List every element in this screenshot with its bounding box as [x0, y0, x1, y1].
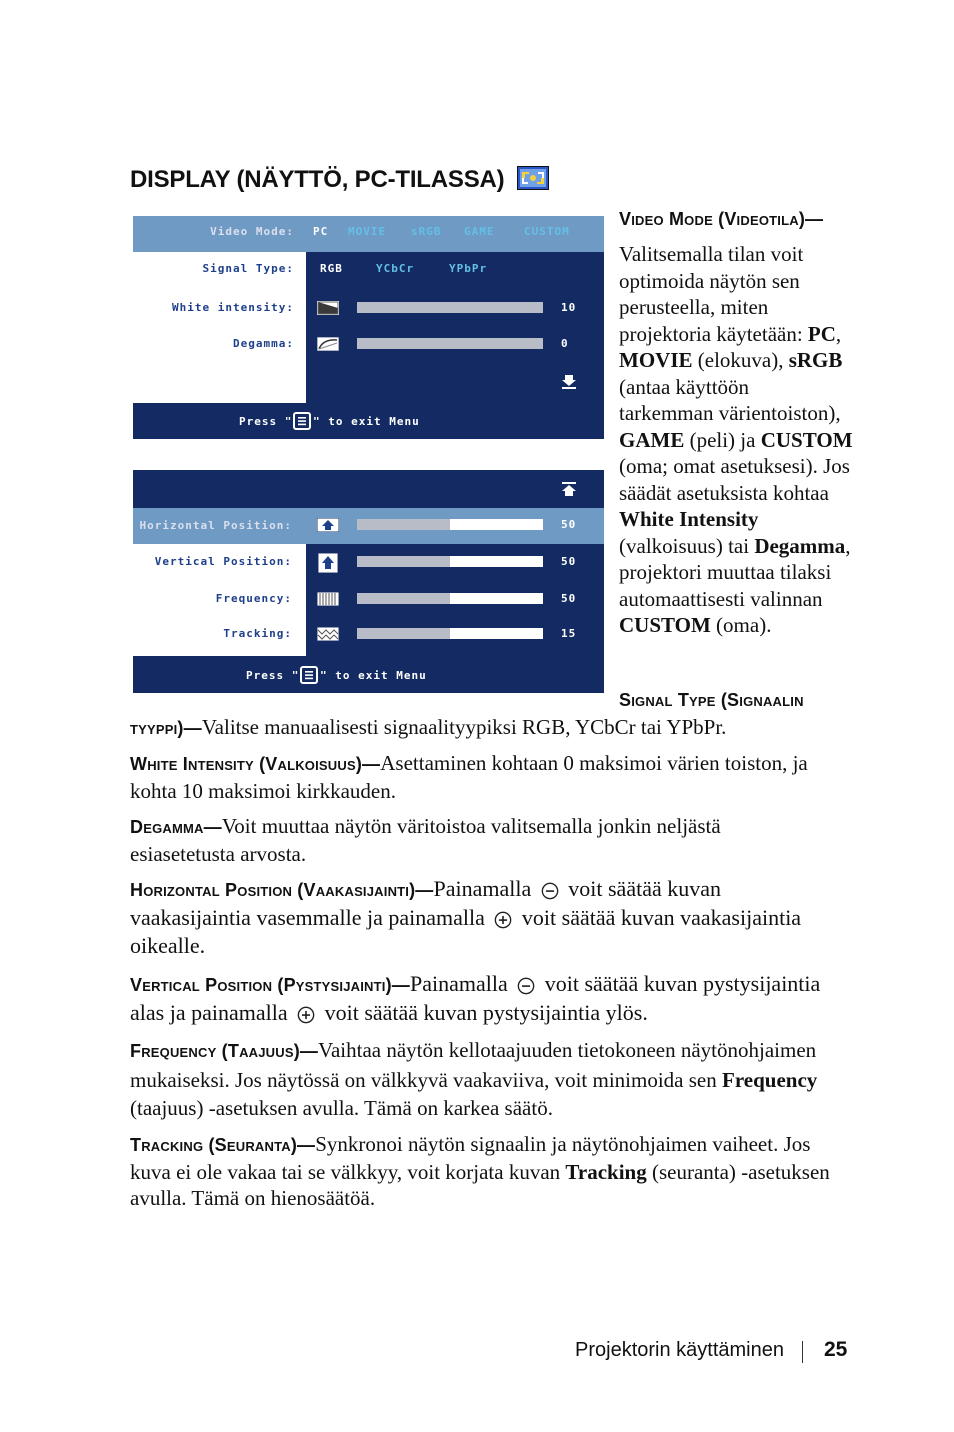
video-mode-option-custom[interactable]: CUSTOM [524, 225, 570, 238]
text-line: kuva ei ole vakaa tai se välkkyy, voit korjata kuvan Tracking (seuranta) -asetuksen [130, 1159, 830, 1184]
page-heading [130, 166, 549, 194]
display-settings-icon [517, 166, 549, 190]
horizontal-position-icon [317, 518, 339, 532]
video-mode-description [619, 241, 879, 639]
horizontal-position-slider[interactable] [357, 519, 543, 530]
plus-button-icon [297, 1006, 315, 1024]
menu-button-icon [300, 666, 318, 684]
text-line: projektori muuttaa tilaksi [619, 560, 832, 584]
osd-menu-display [133, 216, 604, 439]
tracking-label: Tracking: [223, 627, 292, 640]
white-intensity-icon [317, 301, 339, 315]
text-line: tarkemman värientoiston), [619, 401, 841, 425]
video-mode-title: Video Mode (Videotila)— [619, 209, 824, 229]
footer-press-text: Press " [239, 415, 293, 428]
text-line: Degamma—Voit muuttaa näytön väritoistoa valitsemalla jonkin neljästä [130, 814, 721, 838]
vertical-position-fill [357, 556, 450, 567]
text-line: GAME (peli) ja CUSTOM [619, 427, 853, 452]
footer-divider [802, 1341, 803, 1363]
degamma-value: 0 [561, 337, 569, 350]
text-line: perusteella, miten [619, 295, 769, 319]
vertical-position-label: Vertical Position: [154, 555, 292, 568]
signal-type-label: Signal Type: [202, 262, 294, 275]
frequency-slider[interactable] [357, 593, 543, 604]
page-number: 25 [824, 1338, 848, 1361]
video-mode-option-game[interactable]: GAME [464, 225, 495, 238]
signal-type-description: tyyppi)—Valitse manuaalisesti signaalityypiksi RGB, YCbCr tai YPbPr. [130, 715, 727, 739]
menu-footer [133, 403, 604, 439]
heading-text: DISPLAY (NÄYTTÖ, PC-TILASSA) [130, 166, 505, 193]
vertical-position-section [130, 970, 820, 1027]
frequency-icon [317, 592, 339, 606]
footer-press-text: Press " [246, 669, 300, 682]
video-mode-label: Video Mode: [210, 225, 294, 238]
text-line: (valkoisuus) tai Degamma, [619, 533, 851, 558]
video-mode-option-movie[interactable]: MOVIE [348, 225, 387, 238]
signal-type-title: Signal Type (Signaalin [619, 690, 804, 710]
tracking-section [130, 1131, 830, 1212]
osd-menu-position [133, 470, 604, 693]
video-mode-row[interactable] [133, 216, 604, 252]
horizontal-position-value: 50 [561, 518, 577, 531]
text-line: avulla. Tämä on hienosäätöä. [130, 1186, 376, 1210]
video-mode-option-srgb[interactable]: sRGB [411, 225, 442, 238]
footer-exit-text: " to exit Menu [313, 415, 420, 428]
text-line: Tracking (Seuranta)—Synkronoi näytön signaalin ja näytönohjaimen vaiheet. Jos [130, 1132, 811, 1156]
text-line: (antaa käyttöön [619, 374, 750, 399]
menu-button-icon [293, 412, 311, 430]
horizontal-position-section [130, 875, 801, 960]
vertical-position-value: 50 [561, 555, 577, 568]
text-line: mukaiseksi. Jos näytössä on välkkyvä vaakaviiva, voit minimoida sen Frequency [130, 1067, 818, 1092]
frequency-section [130, 1036, 817, 1123]
degamma-icon [317, 337, 339, 351]
text-line: (oma; omat asetuksesi). Jos [619, 454, 850, 478]
footer-exit-text: " to exit Menu [320, 669, 427, 682]
text-line: esiasetetusta arvosta. [130, 841, 307, 866]
horizontal-position-label: Horizontal Position: [139, 519, 292, 532]
text-line: optimoida näytön sen [619, 268, 800, 293]
plus-button-icon [494, 911, 512, 929]
degamma-section [130, 813, 721, 867]
vertical-position-slider[interactable] [357, 556, 543, 567]
signal-type-option-ycbcr[interactable]: YCbCr [376, 262, 415, 275]
frequency-value: 50 [561, 592, 577, 605]
degamma-fill [357, 338, 543, 349]
video-mode-option-pc[interactable]: PC [313, 225, 329, 238]
horizontal-position-fill [357, 519, 450, 530]
text-line: oikealle. [130, 933, 206, 958]
text-line: White Intensity (Valkoisuus)—Asettaminen kohtaan 0 maksimoi värien toiston, ja [130, 751, 808, 775]
degamma-slider[interactable] [357, 338, 543, 349]
tracking-icon [317, 627, 339, 641]
tracking-value: 15 [561, 627, 577, 640]
signal-type-option-rgb[interactable]: RGB [320, 262, 343, 275]
menu-footer [133, 656, 604, 693]
text-line: White Intensity [619, 507, 759, 531]
text-line: CUSTOM (oma). [619, 613, 772, 637]
vertical-position-icon [318, 553, 338, 573]
white-intensity-value: 10 [561, 301, 577, 314]
frequency-label: Frequency: [215, 592, 292, 605]
degamma-label: Degamma: [233, 337, 294, 350]
text-line: automaattisesti valinnan [619, 586, 823, 611]
white-intensity-fill [357, 302, 543, 313]
minus-button-icon [541, 882, 559, 900]
scroll-down-icon[interactable] [561, 374, 577, 390]
frequency-fill [357, 593, 450, 604]
white-intensity-slider[interactable] [357, 302, 543, 313]
footer-chapter-title: Projektorin käyttäminen [575, 1339, 784, 1361]
scroll-up-icon[interactable] [561, 481, 577, 497]
tracking-slider[interactable] [357, 628, 543, 639]
text-line: alas ja painamalla voit säätää kuvan pystysijaintia ylös. [130, 1000, 648, 1025]
signal-type-option-ypbpr[interactable]: YPbPr [449, 262, 488, 275]
tracking-fill [357, 628, 450, 639]
text-line: vaakasijaintia vasemmalle ja painamalla voit säätää kuvan vaakasijaintia [130, 905, 802, 930]
white-intensity-label: White intensity: [172, 301, 294, 314]
minus-button-icon [517, 977, 535, 995]
text-line: MOVIE (elokuva), sRGB [619, 348, 843, 372]
text-line: kohta 10 maksimoi kirkkauden. [130, 778, 396, 803]
white-intensity-section [130, 750, 808, 804]
text-line: säädät asetuksista kohtaa [619, 480, 829, 505]
text-line: Frequency (Taajuus)—Vaihtaa näytön kellotaajuuden tietokoneen näytönohjaimen [130, 1038, 817, 1062]
text-line: Horizontal Position (Vaakasijainti)—Painamalla voit säätää kuvan [130, 876, 721, 901]
text-line: Vertical Position (Pystysijainti)—Painamalla voit säätää kuvan pystysijaintia [130, 971, 821, 996]
text-line: Valitsemalla tilan voit [619, 242, 804, 266]
text-line: projektoria käytetään: PC, [619, 321, 842, 346]
text-line: (taajuus) -asetuksen avulla. Tämä on karkea säätö. [130, 1096, 553, 1120]
